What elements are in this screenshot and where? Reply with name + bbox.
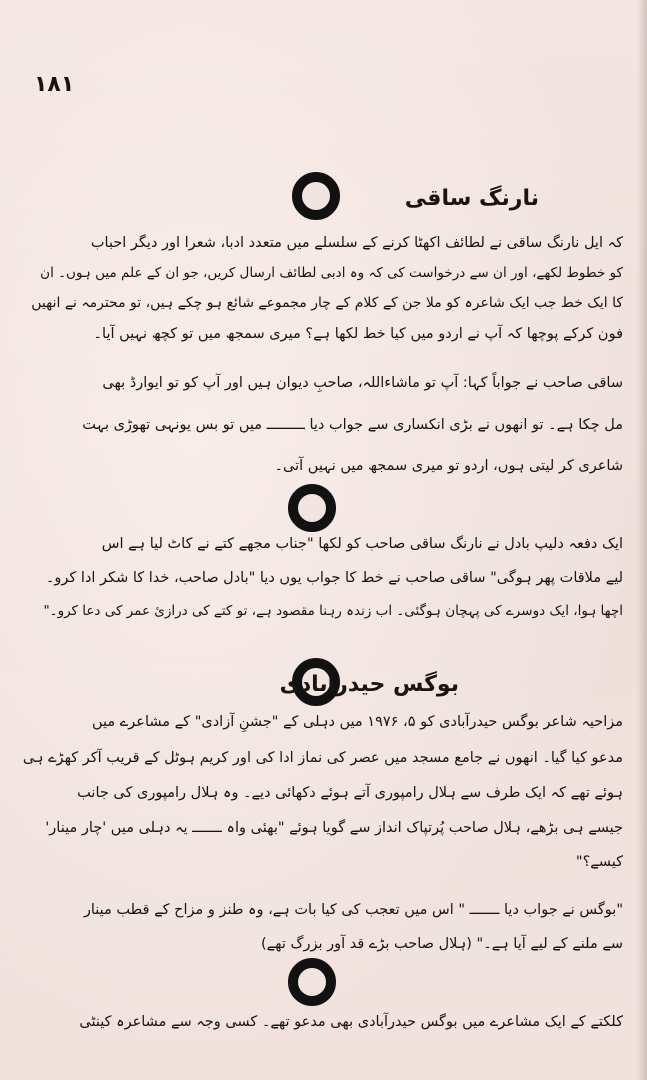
body-line: "بوگس نے جواب دیا ـــــــ " اس میں تعجب کی کیا بات ہے، وہ طنز و مزاح کے قطب مینار [83, 902, 623, 918]
body-line: کا ایک خط جب ایک شاعرہ کو ملا جن کے کلام کے چار مجموعے شائع ہو چکے ہیں، تو محترمہ نے انھیں [31, 295, 623, 311]
body-line: کیسے؟" [575, 854, 623, 870]
body-line: جیسے ہی بڑھے، ہلال صاحب پُرتپاک انداز سے گویا ہوئے "بھئی واہ ـــــــ یہ دہلی میں 'چار مینار' [45, 820, 623, 836]
body-line: شاعری کر لیتی ہوں، اردو تو میری سمجھ میں نہیں آتی۔ [274, 458, 623, 474]
section-ornament-ring [292, 172, 340, 220]
body-line: ایک دفعہ دلیپ بادل نے نارنگ ساقی صاحب کو لکھا "جناب مجھے کتے نے کاٹ لیا ہے اس [101, 536, 623, 552]
body-line: مل چکا ہے۔ تو انھوں نے بڑی انکساری سے جواب دیا ـــــــــ میں تو بس یونہی تھوڑی بہت [82, 417, 623, 433]
body-line: اچھا ہوا، ایک دوسرے کی پہچان ہوگئی۔ اب زندہ رہنا مقصود ہے، تو کتے کی درازیٔ عمر کی دعا کرو۔" [43, 603, 623, 619]
body-line: کو خطوط لکھے، اور ان سے درخواست کی کہ وہ ادبی لطائف ارسال کریں، جو ان کے علم میں ہوں۔ ان [40, 265, 623, 281]
body-line: مزاحیہ شاعر بوگس حیدرآبادی کو ۵، ۱۹۷۶ میں دہلی کے "جشنِ آزادی" کے مشاعرے میں [92, 714, 623, 730]
body-line: کہ ایل نارنگ ساقی نے لطائف اکھٹا کرنے کے سلسلے میں متعدد ادبا، شعرا اور دیگر احباب [90, 235, 623, 251]
section-ornament-ring [288, 958, 336, 1006]
body-line: لیے ملاقات پھر ہوگی" ساقی صاحب نے خط کا جواب یوں دیا "بادل صاحب، خدا کا شکر ادا کرو۔ [45, 570, 623, 586]
section-ornament-ring [288, 484, 336, 532]
body-line: ہوئے تھے کہ ایک طرف سے ہلال رامپوری آتے ہوئے دکھائی دیے۔ وہ ہلال رامپوری کی جانب [77, 785, 623, 801]
body-line: کلکتے کے ایک مشاعرے میں بوگس حیدرآبادی بھی مدعو تھے۔ کسی وجہ سے مشاعرہ کینٹی [79, 1014, 623, 1030]
section-heading: نارنگ ساقی [404, 186, 539, 211]
section-heading: بوگس حیدرآبادی [279, 672, 459, 697]
page-number: ۱۸۱ [34, 72, 75, 97]
body-line: سے ملنے کے لیے آیا ہے۔" (ہلال صاحب بڑے قد آور بزرگ تھے) [261, 936, 623, 952]
spine-shadow [637, 0, 647, 1080]
body-line: مدعو کیا گیا۔ انھوں نے جامع مسجد میں عصر کی نماز ادا کی اور کریم ہوٹل کے قریب آکر کھڑے ہی [22, 750, 623, 766]
body-line: فون کرکے پوچھا کہ آپ نے اردو میں کیا خط لکھا ہے؟ میری سمجھ میں تو کچھ نہیں آیا۔ [93, 326, 623, 342]
body-line: ساقی صاحب نے جواباً کہا: آپ تو ماشاءاللہ، صاحبِ دیوان ہیں اور آپ کو تو ایوارڈ بھی [102, 375, 623, 391]
